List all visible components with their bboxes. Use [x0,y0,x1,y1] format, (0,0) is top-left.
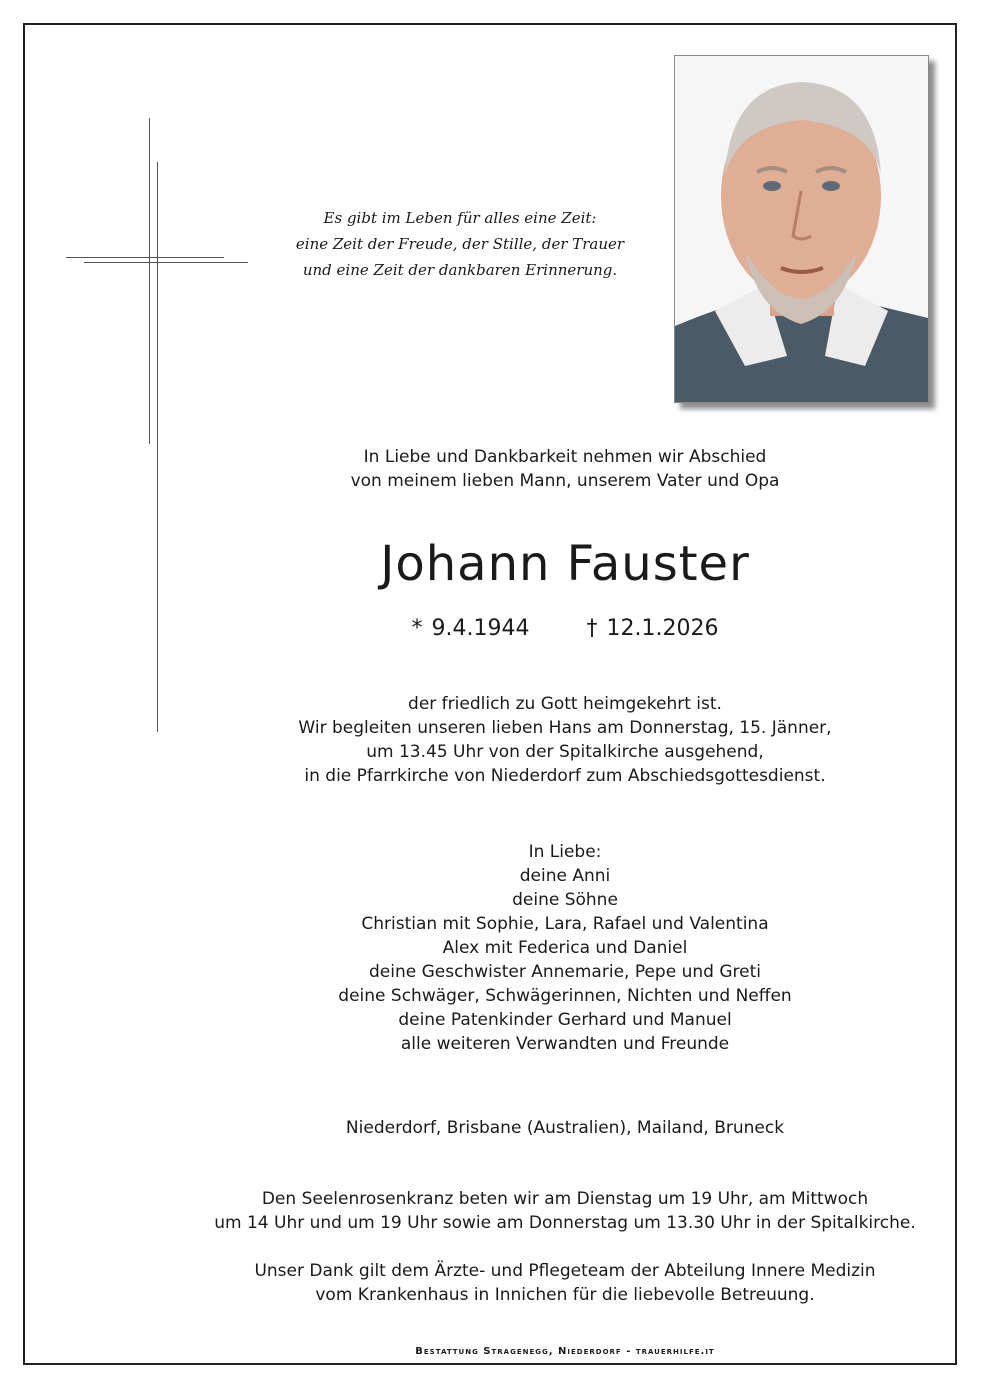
portrait-image [675,56,928,402]
thanks-line: vom Krankenhaus in Innichen für die liebevolle Betreuung. [315,1285,815,1305]
places: Niederdorf, Brisbane (Australien), Mailand, Bruneck [345,1118,785,1138]
announcement-line: um 13.45 Uhr von der Spitalkirche ausgehend, [366,742,764,762]
thanks-note [200,1259,930,1307]
mourner-line: Christian mit Sophie, Lara, Rafael und Valentina [361,914,769,934]
intro-text [200,445,930,493]
rosary-info [200,1187,930,1235]
mourner-line: In Liebe: [528,842,602,862]
thanks-line: Unser Dank gilt dem Ärzte- und Pflegeteam der Abteilung Innere Medizin [254,1261,876,1281]
announcement-line: in die Pfarrkirche von Niederdorf zum Abschiedsgottesdienst. [304,766,826,786]
funeral-home-footer: Bestattung Stragenegg, Niederdorf - trauerhilfe.it [415,1346,715,1357]
mourner-line: alle weiteren Verwandten und Freunde [400,1034,730,1054]
birth-date: * 9.4.1944 [411,616,530,641]
quote-line: und eine Zeit der dankbaren Erinnerung. [302,261,618,279]
mourner-line: Alex mit Federica und Daniel [442,938,688,958]
portrait-photo [674,55,929,403]
deceased-name: Johann Fauster [380,536,750,592]
mourner-line: deine Anni [519,866,611,886]
rosary-line: um 14 Uhr und um 19 Uhr sowie am Donnerstag um 13.30 Uhr in der Spitalkirche. [214,1213,916,1233]
mourner-line: deine Schwäger, Schwägerinnen, Nichten und Neffen [338,986,792,1006]
quote [280,205,640,283]
quote-line: eine Zeit der Freude, der Stille, der Trauer [295,235,625,253]
intro-line: von meinem lieben Mann, unserem Vater und Opa [350,471,780,491]
announcement [200,692,930,788]
mourner-line: deine Patenkinder Gerhard und Manuel [398,1010,732,1030]
death-date: † 12.1.2026 [586,616,719,641]
mourner-line: deine Geschwister Annemarie, Pepe und Greti [369,962,761,982]
rosary-line: Den Seelenrosenkranz beten wir am Dienstag um 19 Uhr, am Mittwoch [261,1189,869,1209]
quote-line: Es gibt im Leben für alles eine Zeit: [323,209,597,227]
mourners-list [200,840,930,1056]
announcement-line: der friedlich zu Gott heimgekehrt ist. [408,694,722,714]
mourner-line: deine Söhne [512,890,618,910]
announcement-line: Wir begleiten unseren lieben Hans am Donnerstag, 15. Jänner, [298,718,832,738]
life-dates [200,614,930,644]
intro-line: In Liebe und Dankbarkeit nehmen wir Abschied [363,447,767,467]
